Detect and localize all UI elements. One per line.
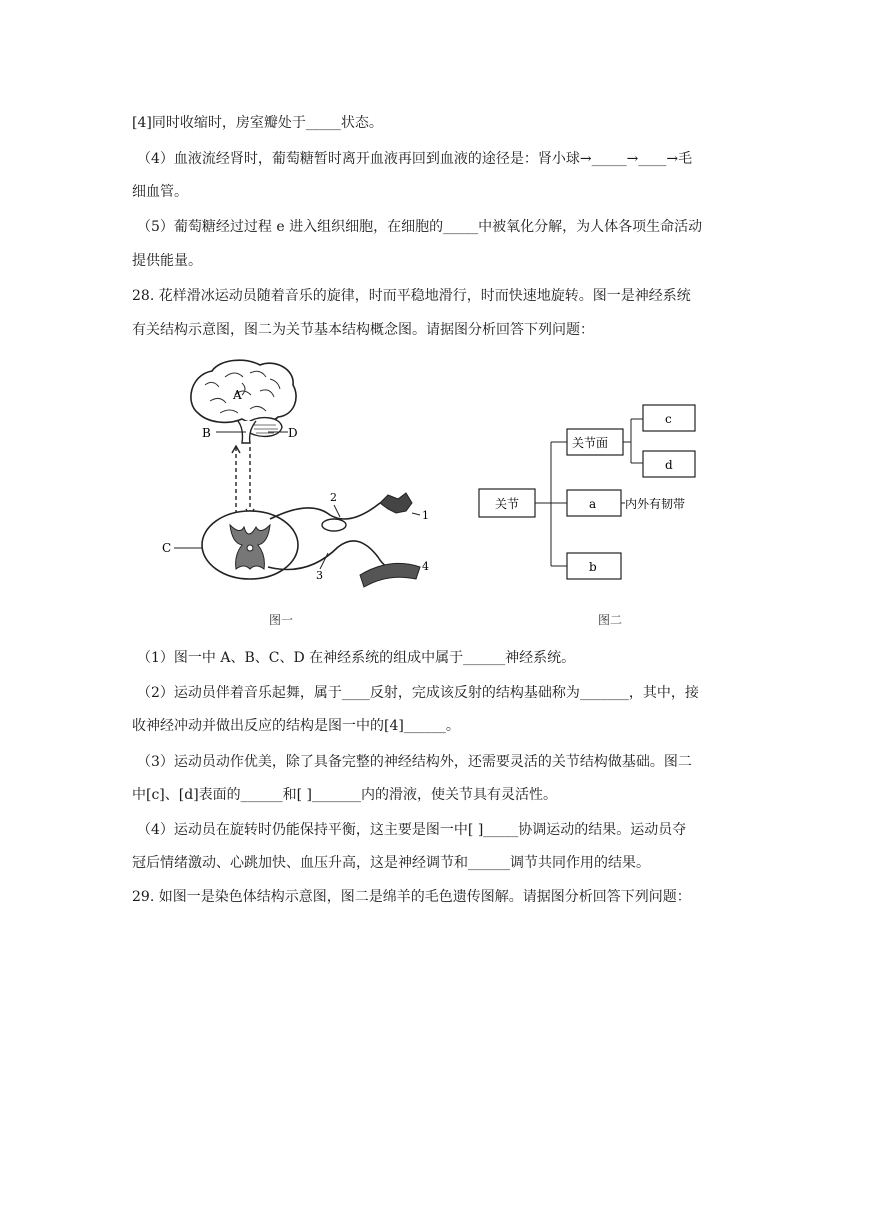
question-29-title: 29. 如图一是染色体结构示意图，图二是绵羊的毛色遗传图解。请据图分析回答下列问题：: [132, 889, 691, 905]
question-28-title: 28. 花样滑冰运动员随着音乐的旋律，时而平稳地滑行，时而快速地旋转。图一是神经系统: [132, 288, 691, 304]
figure-1-caption: 图一: [269, 613, 294, 627]
node-ligament: 内外有韧带: [625, 497, 686, 511]
figure-2-caption: 图二: [598, 613, 623, 627]
text-line: 提供能量。: [132, 253, 202, 269]
node-d: d: [665, 458, 673, 472]
label-2: 2: [330, 491, 337, 504]
label-A: A: [233, 388, 242, 402]
label-4: 4: [422, 560, 429, 573]
node-joint-surface: 关节面: [572, 436, 609, 450]
label-3: 3: [316, 569, 323, 582]
label-1: 1: [422, 509, 429, 522]
label-C: C: [162, 541, 172, 555]
node-b: b: [589, 560, 597, 574]
question-2: （2）运动员伴着音乐起舞，属于____反射，完成该反射的结构基础称为_______，其中，接: [137, 685, 699, 701]
label-B: B: [202, 426, 211, 440]
question-3: （3）运动员动作优美，除了具备完整的神经结构外，还需要灵活的关节结构做基础。图二: [137, 754, 692, 770]
question-4: （4）运动员在旋转时仍能保持平衡，这主要是图一中[ ]_____协调运动的结果。运动员夺: [137, 822, 687, 838]
text-line: 细血管。: [132, 184, 188, 200]
text-line: （4）血液流经肾时，葡萄糖暂时离开血液再回到血液的途径是：肾小球→_____→____→毛: [137, 151, 693, 167]
node-joint: 关节: [495, 497, 520, 511]
node-c: c: [665, 412, 672, 426]
node-a: a: [589, 497, 597, 511]
text-line: 冠后情绪激动、心跳加快、血压升高，这是神经调节和______调节共同作用的结果。: [132, 855, 650, 871]
figure-joint-concept-map: [475, 400, 735, 585]
figure-nervous-system: [150, 355, 440, 600]
text-line: 收神经冲动并做出反应的结构是图一中的[4]______。: [132, 718, 460, 734]
question-1: （1）图一中 A、B、C、D 在神经系统的组成中属于______神经系统。: [137, 650, 576, 666]
text-line: 有关结构示意图，图二为关节基本结构概念图。请据图分析回答下列问题：: [132, 322, 594, 338]
text-line: [4]同时收缩时，房室瓣处于_____状态。: [132, 115, 383, 131]
label-D: D: [288, 426, 298, 440]
text-line: （5）葡萄糖经过过程 e 进入组织细胞，在细胞的_____中被氧化分解，为人体各项生命活动: [137, 219, 703, 235]
text-line: 中[c]、[d]表面的______和[ ]_______内的滑液，使关节具有灵活性。: [132, 787, 558, 803]
